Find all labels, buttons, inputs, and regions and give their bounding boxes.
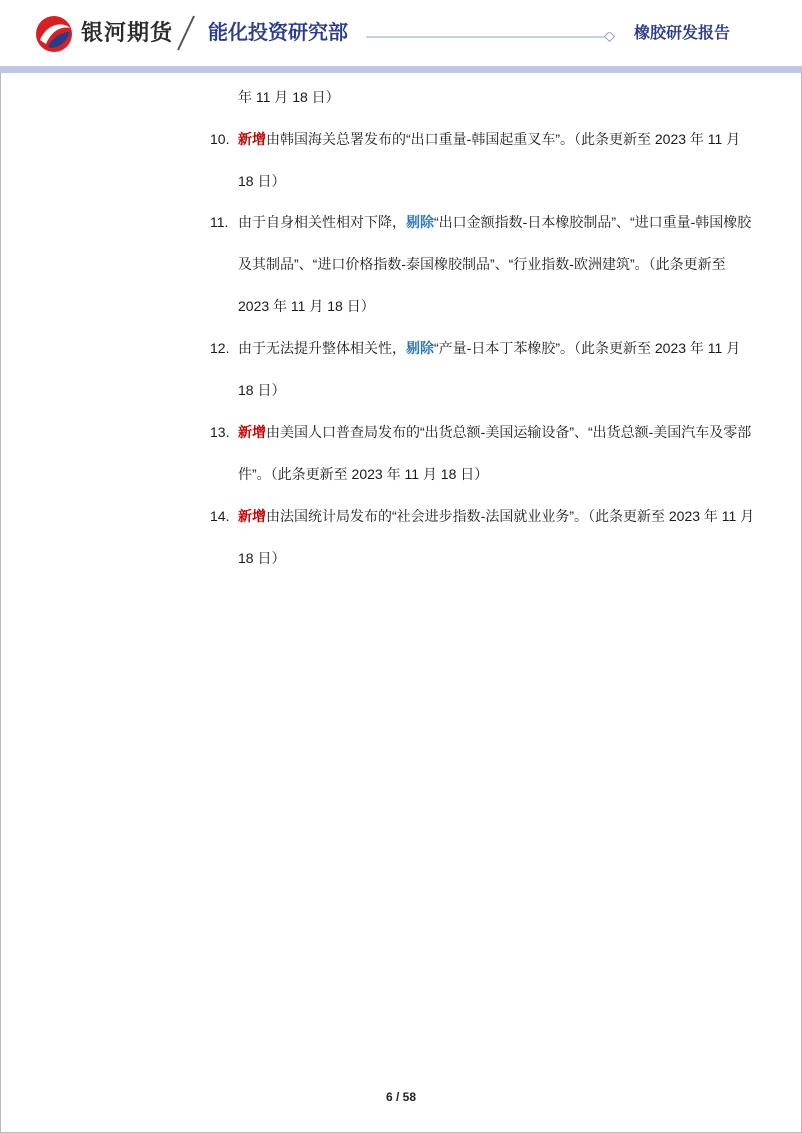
new-tag: 新增 (238, 424, 266, 440)
list-item-13-line2: 件”。（此条更新至 2023 年 11 月 18 日） (238, 466, 489, 482)
galaxy-logo-icon (34, 14, 74, 54)
page-header (0, 0, 802, 66)
department-title: 能化投资研究部 (208, 22, 348, 44)
header-band (0, 66, 802, 73)
list-item-text: “出口金额指数-日本橡胶制品”、“进口重量-韩国橡胶 (434, 214, 752, 230)
list-item-text: 由法国统计局发布的“社会进步指数-法国就业业务”。（此条更新至 2023 年 11 月 (266, 508, 755, 524)
header-decor-line (366, 32, 616, 42)
page-number: 6 / 58 (385, 1090, 417, 1104)
list-item-text: 由于无法提升整体相关性， (238, 340, 406, 356)
list-item-number: 11. (210, 214, 229, 230)
list-item-11-line1 (238, 212, 751, 232)
new-tag: 新增 (238, 131, 266, 147)
list-item-text: “产量-日本丁苯橡胶”。（此条更新至 2023 年 11 月 (434, 340, 741, 356)
new-tag: 新增 (238, 508, 266, 524)
list-item-number: 12. (210, 340, 230, 356)
remove-tag: 剔除 (406, 214, 434, 230)
list-item-11-line2: 及其制品”、“进口价格指数-泰国橡胶制品”、“行业指数-欧洲建筑”。（此条更新至 (238, 256, 726, 272)
list-item-11-line3: 2023 年 11 月 18 日） (238, 298, 375, 314)
list-item-text: 由韩国海关总署发布的“出口重量-韩国起重叉车”。（此条更新至 2023 年 11 月 (266, 131, 741, 147)
brand-name: 银河期货 (81, 20, 174, 45)
remove-tag: 剔除 (406, 340, 434, 356)
slash-divider-icon (170, 14, 200, 52)
list-item-10-line1 (238, 129, 740, 149)
list-item-10-line2: 18 日） (238, 173, 286, 189)
list-item-14-line2: 18 日） (238, 550, 286, 566)
list-item-12-line1 (238, 338, 740, 358)
list-item-continuation: 年 11 月 18 日） (238, 89, 340, 105)
list-item-14-line1 (238, 506, 754, 526)
list-item-12-line2: 18 日） (238, 382, 286, 398)
list-item-number: 14. (210, 508, 230, 524)
list-item-number: 13. (210, 424, 230, 440)
list-item-13-line1 (238, 422, 751, 442)
list-item-number: 10. (210, 131, 230, 147)
report-type: 橡胶研发报告 (634, 25, 731, 42)
list-item-text: 由美国人口普查局发布的“出货总额-美国运输设备”、“出货总额-美国汽车及零部 (266, 424, 752, 440)
list-item-text: 由于自身相关性相对下降， (238, 214, 406, 230)
